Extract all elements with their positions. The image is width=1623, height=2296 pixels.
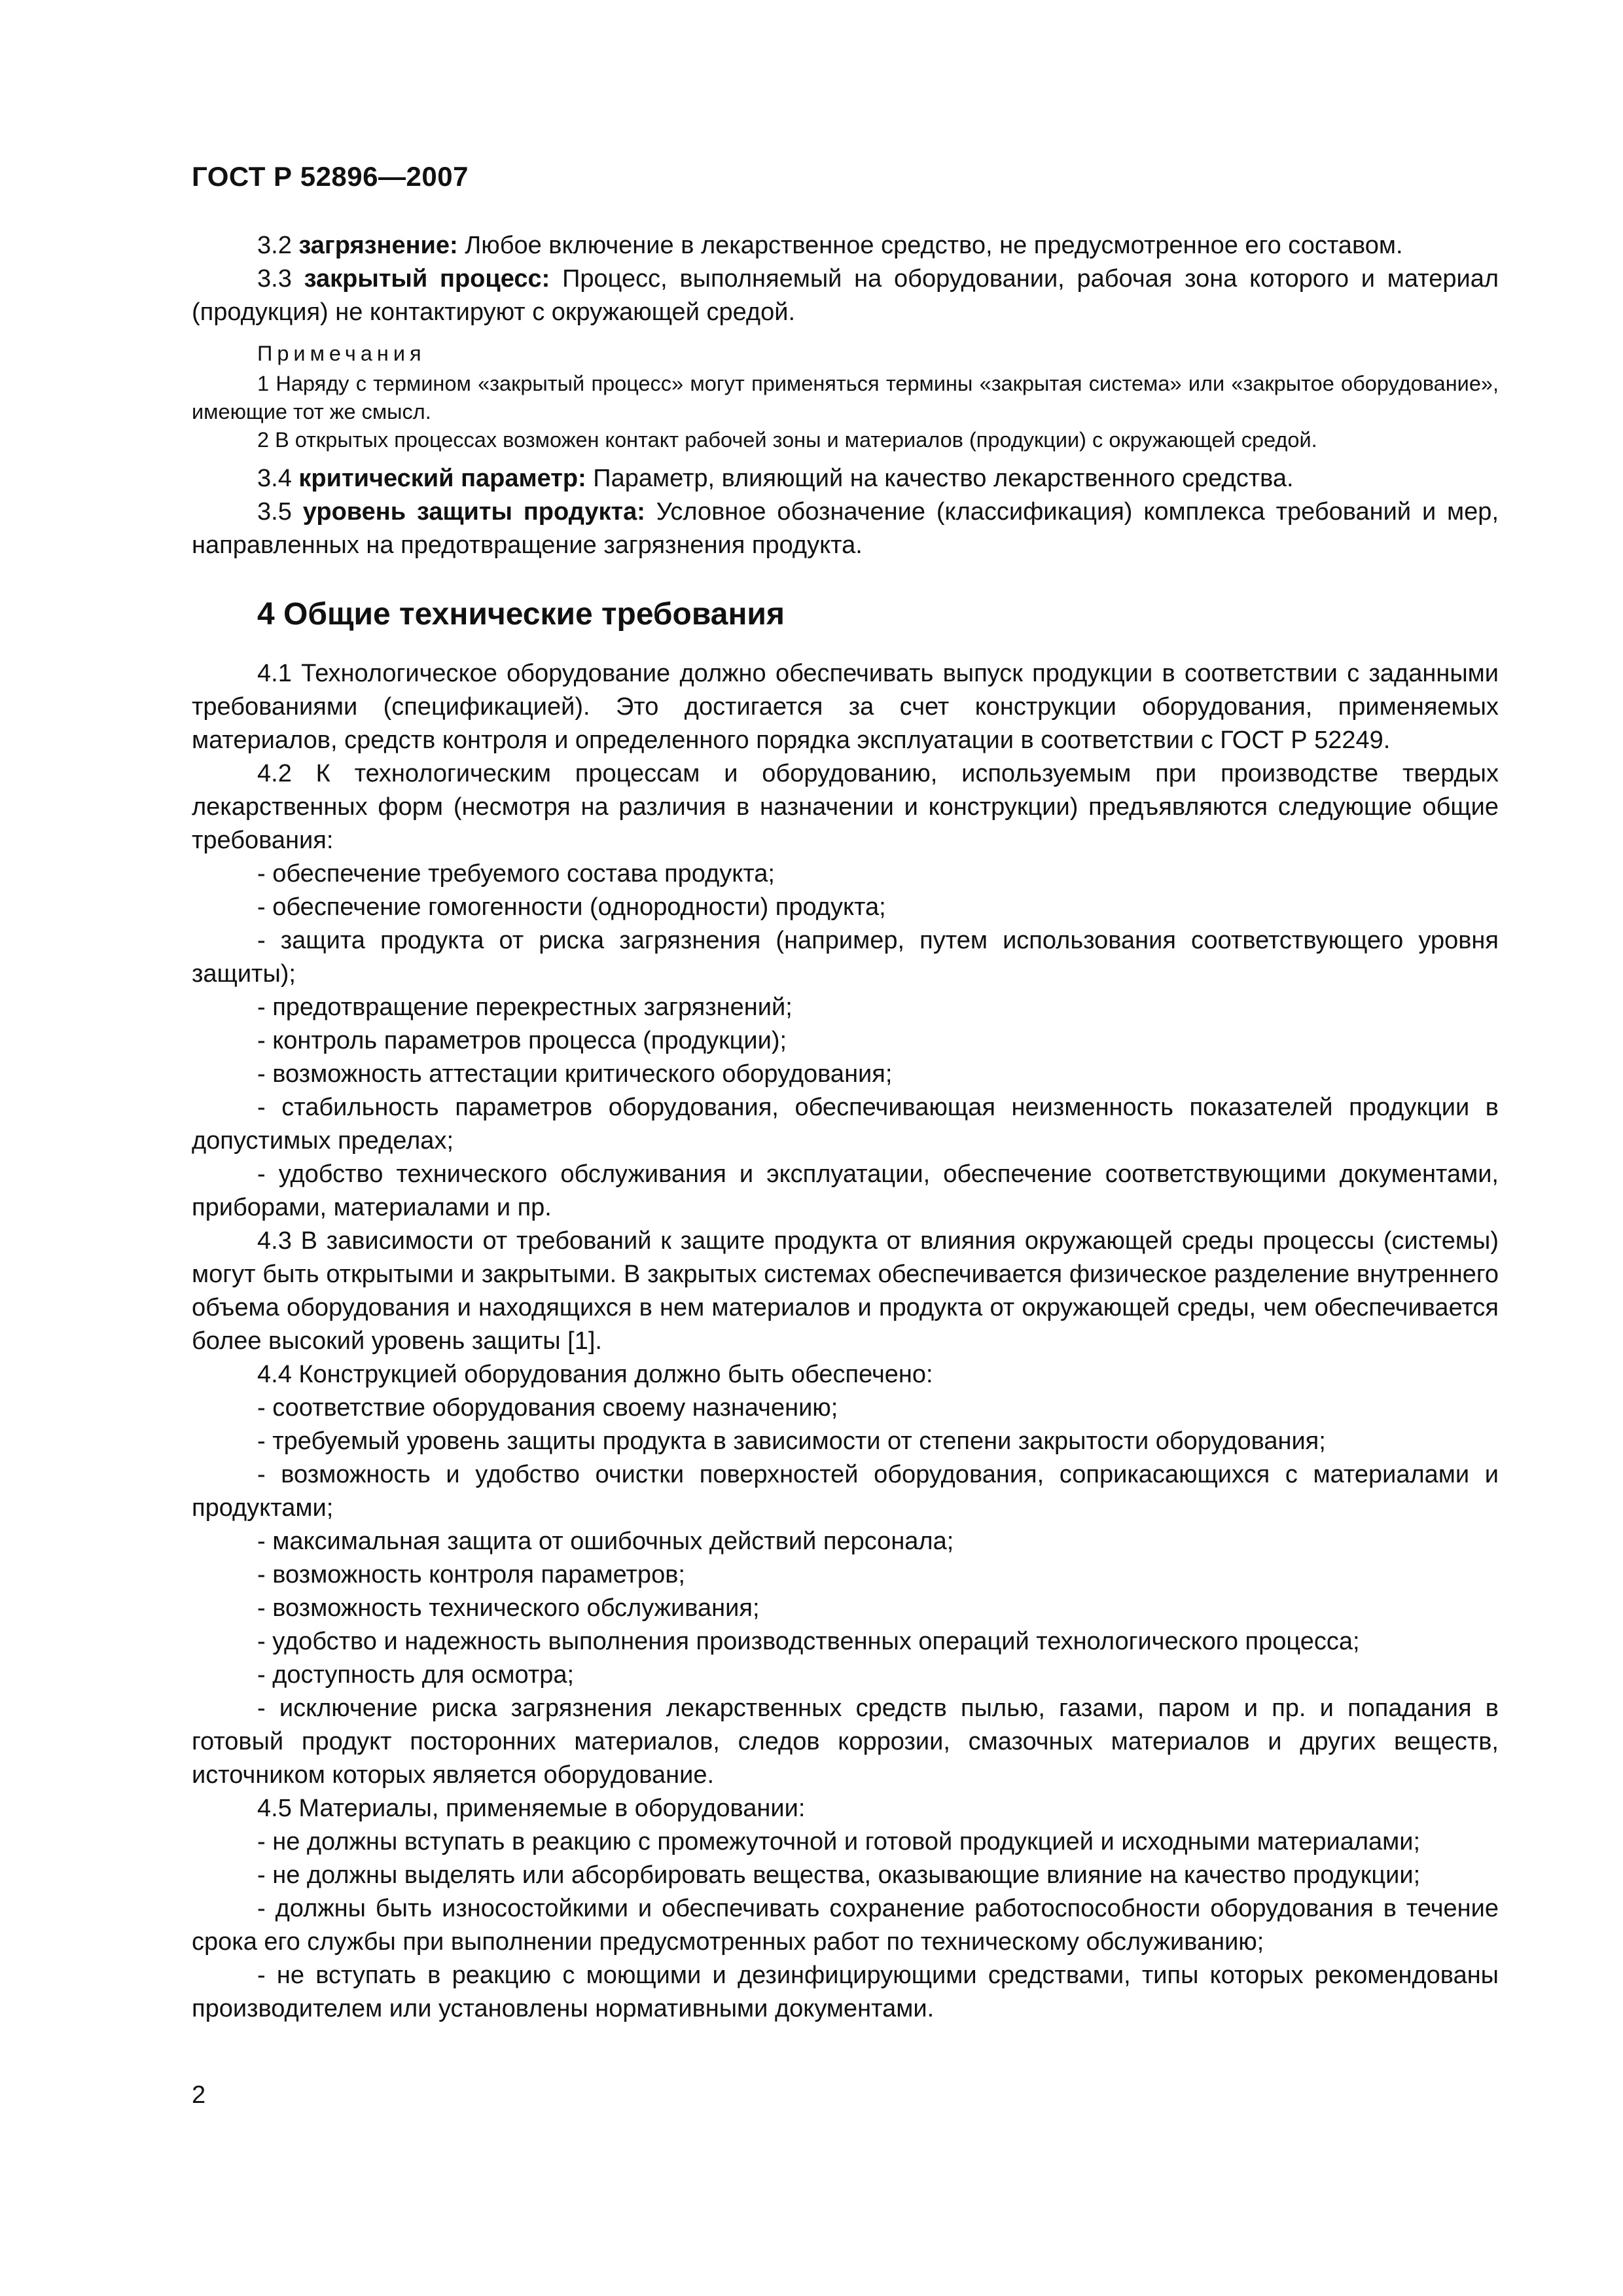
- clause-4-4: 4.4 Конструкцией оборудования должно быть обеспечено:: [257, 1361, 933, 1388]
- definition-3-4: [192, 462, 1499, 495]
- list-item: - обеспечение требуемого состава продукта;: [257, 860, 775, 888]
- definition-3-2: [192, 229, 1499, 262]
- definition-term: критический параметр:: [298, 465, 586, 492]
- note-1: 1 Наряду с термином «закрытый процесс» могут применяться термины «закрытая система» или «закрытое оборудование», имеющие тот же смысл.: [192, 372, 1499, 423]
- definition-term: уровень защиты продукта:: [302, 498, 645, 526]
- list-item: - возможность аттестации критического оборудования;: [257, 1060, 893, 1088]
- list-item: - возможность контроля параметров;: [257, 1561, 685, 1588]
- list-item: - стабильность параметров оборудования, обеспечивающая неизменность показателей продукции в допустимых пределах;: [192, 1094, 1499, 1155]
- list-item: - доступность для осмотра;: [257, 1661, 575, 1689]
- list-item: - предотвращение перекрестных загрязнений;: [257, 994, 793, 1021]
- list-item: - защита продукта от риска загрязнения (например, путем использования соответствующего уровня защиты);: [192, 927, 1499, 988]
- clause-4-5: 4.5 Материалы, применяемые в оборудовании:: [257, 1795, 806, 1822]
- list-item: - возможность и удобство очистки поверхностей оборудования, соприкасающихся с материалами и продуктами;: [192, 1461, 1499, 1522]
- definition-text: Любое включение в лекарственное средство, не предусмотренное его составом.: [465, 232, 1403, 259]
- definition-3-3: [192, 262, 1499, 329]
- list-item: - удобство и надежность выполнения производственных операций технологического процесса;: [257, 1628, 1360, 1655]
- definition-text: Параметр, влияющий на качество лекарственного средства.: [593, 465, 1294, 492]
- list-item: - должны быть износостойкими и обеспечивать сохранение работоспособности оборудования в течение срока его службы при выполнении предусмотренных работ по техническому обслуживанию;: [192, 1895, 1499, 1956]
- definition-term: закрытый процесс:: [304, 265, 550, 293]
- definition-3-5: [192, 495, 1499, 562]
- list-item: - контроль параметров процесса (продукции);: [257, 1027, 787, 1054]
- definition-number: 3.5: [257, 498, 292, 526]
- definition-number: 3.3: [257, 265, 292, 293]
- list-item: - обеспечение гомогенности (однородности) продукта;: [257, 893, 886, 921]
- definition-number: 3.4: [257, 465, 292, 492]
- list-item: - не должны выделять или абсорбировать вещества, оказывающие влияние на качество продукции;: [257, 1861, 1421, 1889]
- definition-text: Процесс, выполняемый на оборудовании, рабочая зона которого и материал (продукция) не контактируют с окружающей средой.: [192, 265, 1499, 326]
- note-2: 2 В открытых процессах возможен контакт рабочей зоны и материалов (продукции) с окружающей средой.: [257, 428, 1317, 452]
- clause-4-1: 4.1 Технологическое оборудование должно обеспечивать выпуск продукции в соответствии с заданными требованиями (спецификацией). Это достигается за счет конструкции оборудования, применяемых материалов, средств контроля и определенного порядка эксплуатации в соответствии с ГОСТ Р 52249.: [192, 660, 1499, 754]
- definition-number: 3.2: [257, 232, 292, 259]
- notes-block: [192, 340, 1499, 454]
- list-item: - удобство технического обслуживания и эксплуатации, обеспечение соответствующими документами, приборами, материалами и пр.: [192, 1160, 1499, 1221]
- definition-text: Условное обозначение (классификация) комплекса требований и мер, направленных на предотвращение загрязнения продукта.: [192, 498, 1499, 559]
- clause-4-3: 4.3 В зависимости от требований к защите продукта от влияния окружающей среды процессы (системы) могут быть открытыми и закрытыми. В закрытых системах обеспечивается физическое разделение внутреннего объема оборудования и находящихся в нем материалов и продукта от окружающей среды, чем обеспечивается более высокий уровень защиты [1].: [192, 1227, 1499, 1355]
- list-item: - максимальная защита от ошибочных действий персонала;: [257, 1528, 954, 1555]
- list-item: - возможность технического обслуживания;: [257, 1594, 760, 1622]
- document-header: ГОСТ Р 52896—2007: [192, 161, 469, 192]
- list-item: - соответствие оборудования своему назначению;: [257, 1394, 838, 1422]
- clause-4-2: 4.2 К технологическим процессам и оборудованию, используемым при производстве твердых лекарственных форм (несмотря на различия в назначении и конструкции) предъявляются следующие общие требования:: [192, 760, 1499, 854]
- notes-title: Примечания: [257, 342, 426, 365]
- list-item: - не вступать в реакцию с моющими и дезинфицирующими средствами, типы которых рекомендованы производителем или установлены нормативными документами.: [192, 1962, 1499, 2022]
- page-content: [192, 229, 1499, 2026]
- page-number: 2: [192, 2081, 206, 2109]
- list-item: - требуемый уровень защиты продукта в зависимости от степени закрытости оборудования;: [257, 1427, 1326, 1455]
- definition-term: загрязнение:: [298, 232, 458, 259]
- section-heading: 4 Общие технические требования: [257, 597, 785, 632]
- list-item: - не должны вступать в реакцию с промежуточной и готовой продукцией и исходными материалами;: [257, 1828, 1421, 1856]
- list-item: - исключение риска загрязнения лекарственных средств пылью, газами, паром и пр. и попадания в готовый продукт посторонних материалов, следов коррозии, смазочных материалов и других веществ, источником которых является оборудование.: [192, 1695, 1499, 1789]
